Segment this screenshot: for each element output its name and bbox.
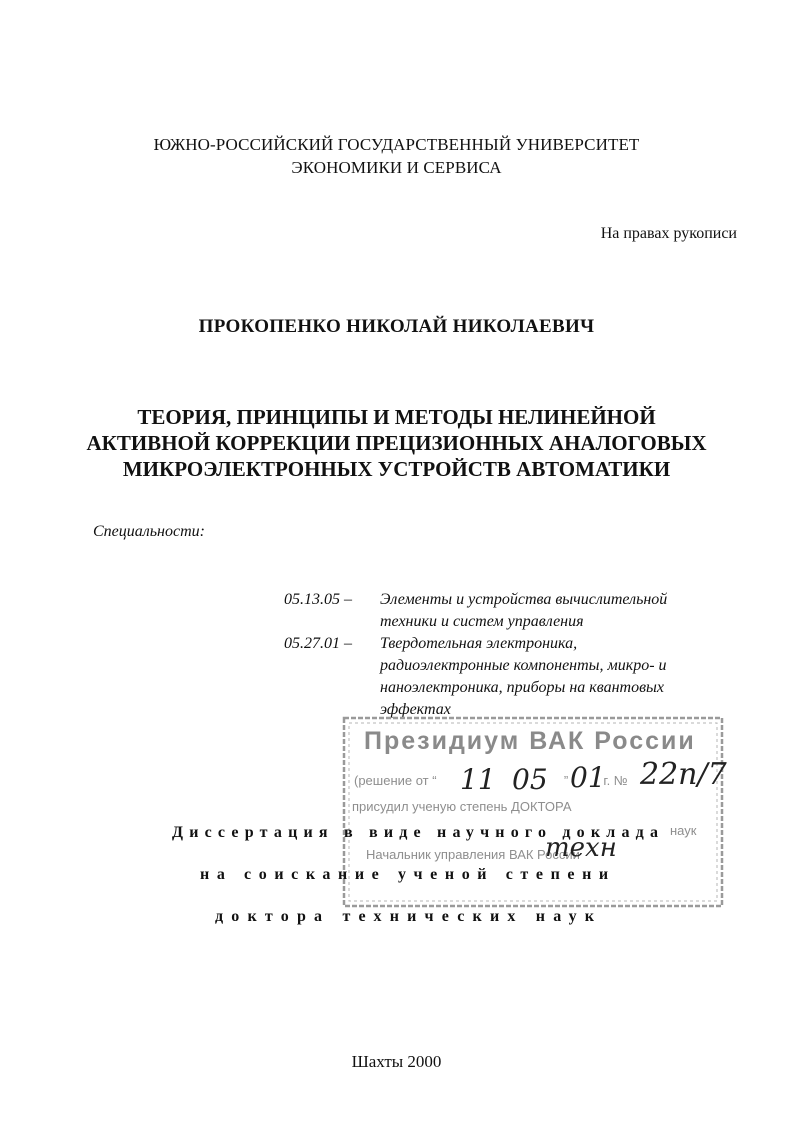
stamp-science-line: наук (670, 823, 697, 838)
title-line-2: АКТИВНОЙ КОРРЕКЦИИ ПРЕЦИЗИОННЫХ АНАЛОГОВЫХ (86, 431, 707, 455)
specialty-code: 05.13.05 – (284, 591, 352, 608)
specialty-code: 05.27.01 – (284, 635, 352, 652)
dissertation-title (0, 404, 793, 482)
university-line-1: ЮЖНО-РОССИЙСКИЙ ГОСУДАРСТВЕННЫЙ УНИВЕРСИТЕТ (153, 135, 640, 154)
stamp-official-line: Начальник управления ВАК России (366, 847, 580, 862)
title-line-3: МИКРОЭЛЕКТРОННЫХ УСТРОЙСТВ АВТОМАТИКИ (122, 457, 671, 481)
stamp-decision-suffix: г. № (603, 773, 628, 788)
specialty-description (380, 589, 725, 633)
specialties-label: Специальности: (93, 523, 205, 540)
specialty-desc-line: эффектах (380, 701, 451, 718)
university-line-2: ЭКОНОМИКИ И СЕРВИСА (291, 158, 502, 177)
stamp-decision-mid: ” (563, 773, 569, 788)
dissertation-line-2: на соискание ученой степени (200, 866, 616, 883)
specialty-item (284, 589, 734, 633)
dissertation-line-3: доктора технических наук (215, 908, 603, 925)
stamp-decision-prefix: (решение от “ (354, 773, 437, 788)
author-name: ПРОКОПЕНКО НИКОЛАЙ НИКОЛАЕВИЧ (198, 316, 595, 337)
handwritten-science: техн (545, 833, 617, 863)
specialty-desc-line: Элементы и устройства вычислительной (380, 591, 668, 608)
handwritten-month: 05 (512, 763, 548, 796)
specialty-item (284, 633, 734, 721)
title-line-1: ТЕОРИЯ, ПРИНЦИПЫ И МЕТОДЫ НЕЛИНЕЙНОЙ (137, 405, 656, 429)
specialty-desc-line: наноэлектроника, приборы на квантовых (380, 679, 664, 696)
specialty-desc-line: техники и систем управления (380, 613, 584, 630)
handwritten-number: 22п/7 (640, 757, 727, 792)
handwritten-year: 01 (570, 761, 606, 794)
university-name (0, 133, 793, 179)
dissertation-line-1: Диссертация в виде научного доклада (172, 824, 665, 841)
stamp-degree-line: присудил ученую степень ДОКТОРА (352, 799, 572, 814)
specialty-description (380, 633, 725, 721)
stamp-title: Президиум ВАК России (364, 727, 696, 755)
city-year: Шахты 2000 (351, 1052, 442, 1071)
manuscript-note: На правах рукописи (600, 225, 737, 242)
specialty-desc-line: радиоэлектронные компоненты, микро- и (380, 657, 667, 674)
specialty-desc-line: Твердотельная электроника, (380, 635, 578, 652)
handwritten-day: 11 (460, 763, 496, 796)
